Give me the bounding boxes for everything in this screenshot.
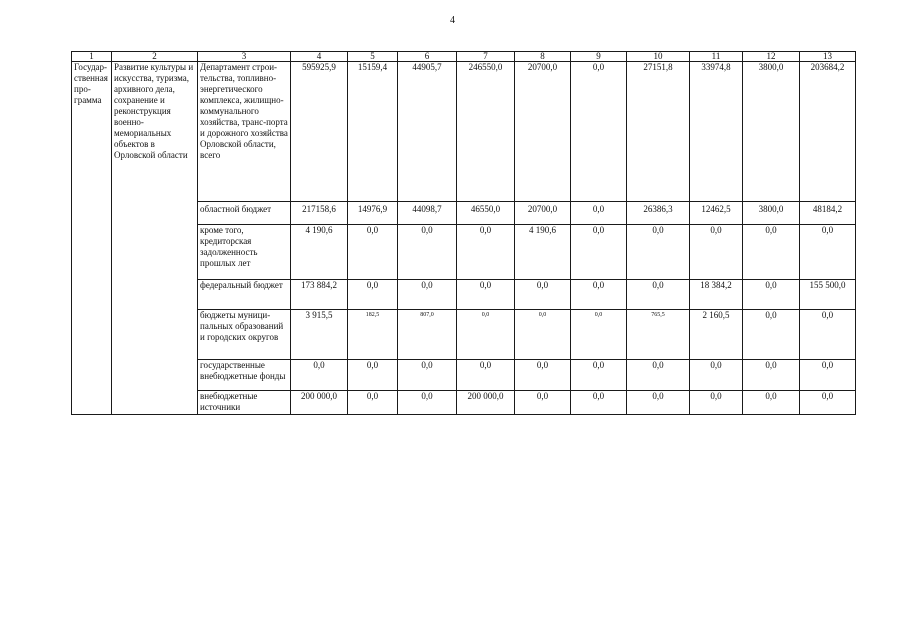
- value-cell: 3800,0: [743, 62, 800, 202]
- value-cell: 0,0: [515, 310, 571, 360]
- value-cell: 0,0: [515, 280, 571, 310]
- value-cell: 173 884,2: [291, 280, 348, 310]
- value-cell: 14976,9: [348, 202, 398, 225]
- funding-source-cell: бюджеты муници-пальных образований и городских округов: [198, 310, 291, 360]
- value-cell: 0,0: [627, 391, 690, 415]
- value-cell: 0,0: [571, 280, 627, 310]
- value-cell: 595925,9: [291, 62, 348, 202]
- value-cell: 15159,4: [348, 62, 398, 202]
- value-cell: 0,0: [398, 391, 457, 415]
- value-cell: 0,0: [800, 360, 856, 391]
- value-cell: 0,0: [515, 391, 571, 415]
- value-cell: 0,0: [398, 225, 457, 280]
- value-cell: 18 384,2: [690, 280, 743, 310]
- header-row: [72, 52, 856, 62]
- value-cell: 0,0: [348, 225, 398, 280]
- value-cell: 0,0: [690, 391, 743, 415]
- value-cell: 0,0: [690, 360, 743, 391]
- header-cell: 7: [457, 52, 515, 62]
- value-cell: 0,0: [348, 280, 398, 310]
- value-cell: 217158,6: [291, 202, 348, 225]
- value-cell: 0,0: [571, 360, 627, 391]
- header-cell: 12: [743, 52, 800, 62]
- value-cell: 0,0: [743, 310, 800, 360]
- value-cell: 0,0: [571, 225, 627, 280]
- value-cell: 182,5: [348, 310, 398, 360]
- value-cell: 0,0: [291, 360, 348, 391]
- value-cell: 0,0: [627, 360, 690, 391]
- value-cell: 48184,2: [800, 202, 856, 225]
- value-cell: 0,0: [398, 360, 457, 391]
- value-cell: 44905,7: [398, 62, 457, 202]
- header-cell: 4: [291, 52, 348, 62]
- funding-source-cell: внебюджетные источники: [198, 391, 291, 415]
- value-cell: 246550,0: [457, 62, 515, 202]
- value-cell: 155 500,0: [800, 280, 856, 310]
- value-cell: 0,0: [743, 280, 800, 310]
- value-cell: 3 915,5: [291, 310, 348, 360]
- value-cell: 26386,3: [627, 202, 690, 225]
- header-cell: 5: [348, 52, 398, 62]
- value-cell: 2 160,5: [690, 310, 743, 360]
- value-cell: 0,0: [571, 310, 627, 360]
- header-cell: 2: [112, 52, 198, 62]
- table-row: [72, 62, 856, 202]
- value-cell: 765,5: [627, 310, 690, 360]
- program-name-cell: Развитие культуры и искусства, туризма, архивного дела, сохранение и реконструкция военно-мемориальных объектов в Орловской области: [112, 62, 198, 415]
- value-cell: 0,0: [457, 310, 515, 360]
- header-cell: 1: [72, 52, 112, 62]
- header-cell: 3: [198, 52, 291, 62]
- header-cell: 8: [515, 52, 571, 62]
- page-number: 4: [450, 15, 455, 26]
- value-cell: 0,0: [348, 360, 398, 391]
- value-cell: 200 000,0: [457, 391, 515, 415]
- funding-source-cell: федеральный бюджет: [198, 280, 291, 310]
- value-cell: 0,0: [743, 391, 800, 415]
- value-cell: 0,0: [800, 310, 856, 360]
- value-cell: 12462,5: [690, 202, 743, 225]
- value-cell: 0,0: [627, 225, 690, 280]
- value-cell: 0,0: [571, 391, 627, 415]
- value-cell: 0,0: [457, 280, 515, 310]
- value-cell: 0,0: [627, 280, 690, 310]
- value-cell: 0,0: [571, 202, 627, 225]
- funding-source-cell: областной бюджет: [198, 202, 291, 225]
- value-cell: 0,0: [690, 225, 743, 280]
- value-cell: 0,0: [800, 225, 856, 280]
- header-cell: 10: [627, 52, 690, 62]
- value-cell: 807,0: [398, 310, 457, 360]
- budget-table: [71, 51, 856, 415]
- value-cell: 20700,0: [515, 202, 571, 225]
- funding-source-cell: Департамент строи-тельства, топливно-энергетического комплекса, жилищно-коммунального хозяйства, транс-порта и дорожного хозяйства Орловской области, всего: [198, 62, 291, 202]
- value-cell: 203684,2: [800, 62, 856, 202]
- value-cell: 0,0: [515, 360, 571, 391]
- value-cell: 0,0: [348, 391, 398, 415]
- funding-source-cell: кроме того, кредиторская задолженность прошлых лет: [198, 225, 291, 280]
- value-cell: 200 000,0: [291, 391, 348, 415]
- value-cell: 27151,8: [627, 62, 690, 202]
- value-cell: 0,0: [743, 225, 800, 280]
- value-cell: 33974,8: [690, 62, 743, 202]
- header-cell: 9: [571, 52, 627, 62]
- value-cell: 20700,0: [515, 62, 571, 202]
- value-cell: 0,0: [800, 391, 856, 415]
- value-cell: 3800,0: [743, 202, 800, 225]
- value-cell: 0,0: [398, 280, 457, 310]
- header-cell: 6: [398, 52, 457, 62]
- header-cell: 11: [690, 52, 743, 62]
- value-cell: 4 190,6: [291, 225, 348, 280]
- value-cell: 46550,0: [457, 202, 515, 225]
- value-cell: 0,0: [457, 360, 515, 391]
- value-cell: 0,0: [457, 225, 515, 280]
- value-cell: 0,0: [571, 62, 627, 202]
- funding-source-cell: государственные внебюджетные фонды: [198, 360, 291, 391]
- header-cell: 13: [800, 52, 856, 62]
- program-status-cell: Государ-ственная про-грамма: [72, 62, 112, 415]
- value-cell: 4 190,6: [515, 225, 571, 280]
- value-cell: 44098,7: [398, 202, 457, 225]
- value-cell: 0,0: [743, 360, 800, 391]
